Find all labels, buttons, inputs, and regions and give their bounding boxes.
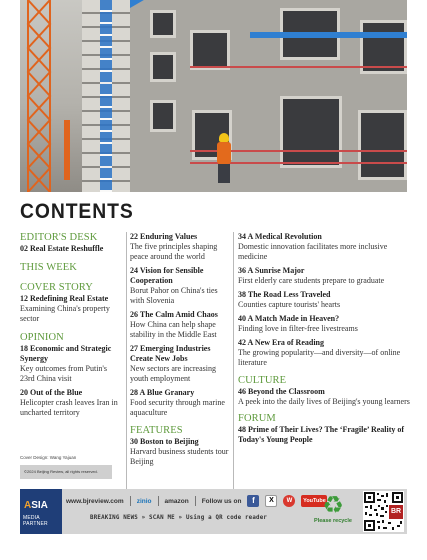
divider (195, 496, 196, 506)
article-description: Domestic innovation facilitates more inclusive medicine (238, 242, 388, 261)
article-link[interactable]: 34 A Medical Revolution (238, 232, 322, 241)
asia-media-partner-badge[interactable] (20, 489, 62, 534)
weibo-icon[interactable]: W (283, 495, 295, 507)
article-description: Key outcomes from Putin's 23rd China visit (20, 364, 107, 383)
footer-bar (20, 489, 407, 534)
section-heading-this-week: THIS WEEK (20, 262, 77, 273)
section-heading-features: FEATURES (130, 425, 183, 436)
article-description: Harvard business students tour Beijing (130, 447, 229, 466)
article-link[interactable]: 30 Boston to Beijing (130, 437, 199, 446)
article-link[interactable]: 20 Out of the Blue (20, 388, 83, 397)
contents-column-3 (238, 232, 410, 445)
article-link[interactable]: 36 A Sunrise Major (238, 266, 305, 275)
column-divider (233, 232, 234, 489)
article-link[interactable]: 46 Beyond the Classroom (238, 387, 325, 396)
contents-column-2 (130, 232, 230, 471)
recycle-icon: ♻ (322, 491, 344, 519)
column-divider (126, 232, 127, 489)
qr-code[interactable] (363, 491, 404, 532)
article-link[interactable]: 27 Emerging Industries Create New Jobs (130, 344, 211, 363)
article-description: The growing popularity—and diversity—of online literature (238, 348, 401, 367)
building-facade (130, 0, 407, 192)
article-link[interactable]: 12 Redefining Real Estate (20, 294, 109, 303)
construction-worker (215, 133, 233, 183)
cover-design-credit: Cover Design: Wang Yajuan (20, 455, 77, 460)
section-heading-forum: FORUM (238, 413, 276, 424)
article-link[interactable]: 22 Enduring Values (130, 232, 198, 241)
page-title: CONTENTS (20, 200, 134, 223)
divider (130, 496, 131, 506)
facebook-icon[interactable]: f (247, 495, 259, 507)
article-description: A peek into the daily lives of Beijing's young learners (238, 397, 410, 406)
article-link[interactable]: 28 A Blue Granary (130, 388, 195, 397)
article-link[interactable]: 40 A Match Made in Heaven? (238, 314, 340, 323)
amazon-link[interactable]: amazon (164, 497, 189, 505)
article-link[interactable]: 48 Prime of Their Lives? The ‘Fragile’ Reality of Today's Young People (238, 425, 405, 444)
section-heading-editors-desk: EDITOR'S DESK (20, 232, 98, 243)
section-heading-cover-story: COVER STORY (20, 282, 93, 293)
badge-subtitle: MEDIA PARTNER (23, 515, 48, 527)
article-description: The five principles shaping peace around the world (130, 242, 218, 261)
bjreview-logo-badge: BR (389, 505, 403, 519)
article-description: First elderly care students prepare to graduate (238, 276, 385, 285)
article-description: Helicopter crash leaves Iran in uncharted territory (20, 398, 118, 417)
section-heading-opinion: OPINION (20, 332, 64, 343)
article-description: Finding love in filter-free livestreams (238, 324, 358, 333)
follow-us-label: Follow us on (201, 497, 242, 505)
article-link[interactable]: 26 The Calm Amid Chaos (130, 310, 218, 319)
contents-column-1 (20, 232, 120, 422)
article-link[interactable]: 02 Real Estate Reshuffle (20, 244, 104, 253)
article-link[interactable]: 38 The Road Less Traveled (238, 290, 331, 299)
article-description: How China can help shape stability in the Middle East (130, 320, 217, 339)
footer-links-row (66, 494, 327, 508)
article-link[interactable]: 42 A New Era of Reading (238, 338, 324, 347)
divider (158, 496, 159, 506)
badge-asia-rest: SIA (31, 500, 48, 511)
badge-asia-prefix: A (24, 500, 32, 511)
cover-photo (20, 0, 407, 192)
article-description: Borut Pahor on China's ties with Slovenia (130, 286, 218, 305)
recycle-badge (313, 492, 353, 532)
article-link[interactable]: 24 Vision for Sensible Cooperation (130, 266, 204, 285)
website-link[interactable]: www.bjreview.com (66, 497, 124, 505)
breaking-news-line: BREAKING NEWS » SCAN ME » Using a QR code reader (90, 515, 268, 521)
zinio-link[interactable]: zinio (136, 497, 152, 505)
article-description: Examining China's property sector (20, 304, 110, 323)
x-icon[interactable]: X (265, 495, 277, 507)
youtube-icon[interactable]: YouTube (301, 495, 327, 507)
article-description: Food security through marine aquaculture (130, 398, 225, 417)
article-description: New sectors are increasing youth employment (130, 364, 216, 383)
copyright-notice: ©2024 Beijing Review, all rights reserved. (20, 465, 112, 479)
article-description: Counties capture tourists' hearts (238, 300, 341, 309)
article-link[interactable]: 18 Economic and Strategic Synergy (20, 344, 112, 363)
section-heading-culture: CULTURE (238, 375, 287, 386)
recycle-label: Please recycle (314, 518, 352, 524)
